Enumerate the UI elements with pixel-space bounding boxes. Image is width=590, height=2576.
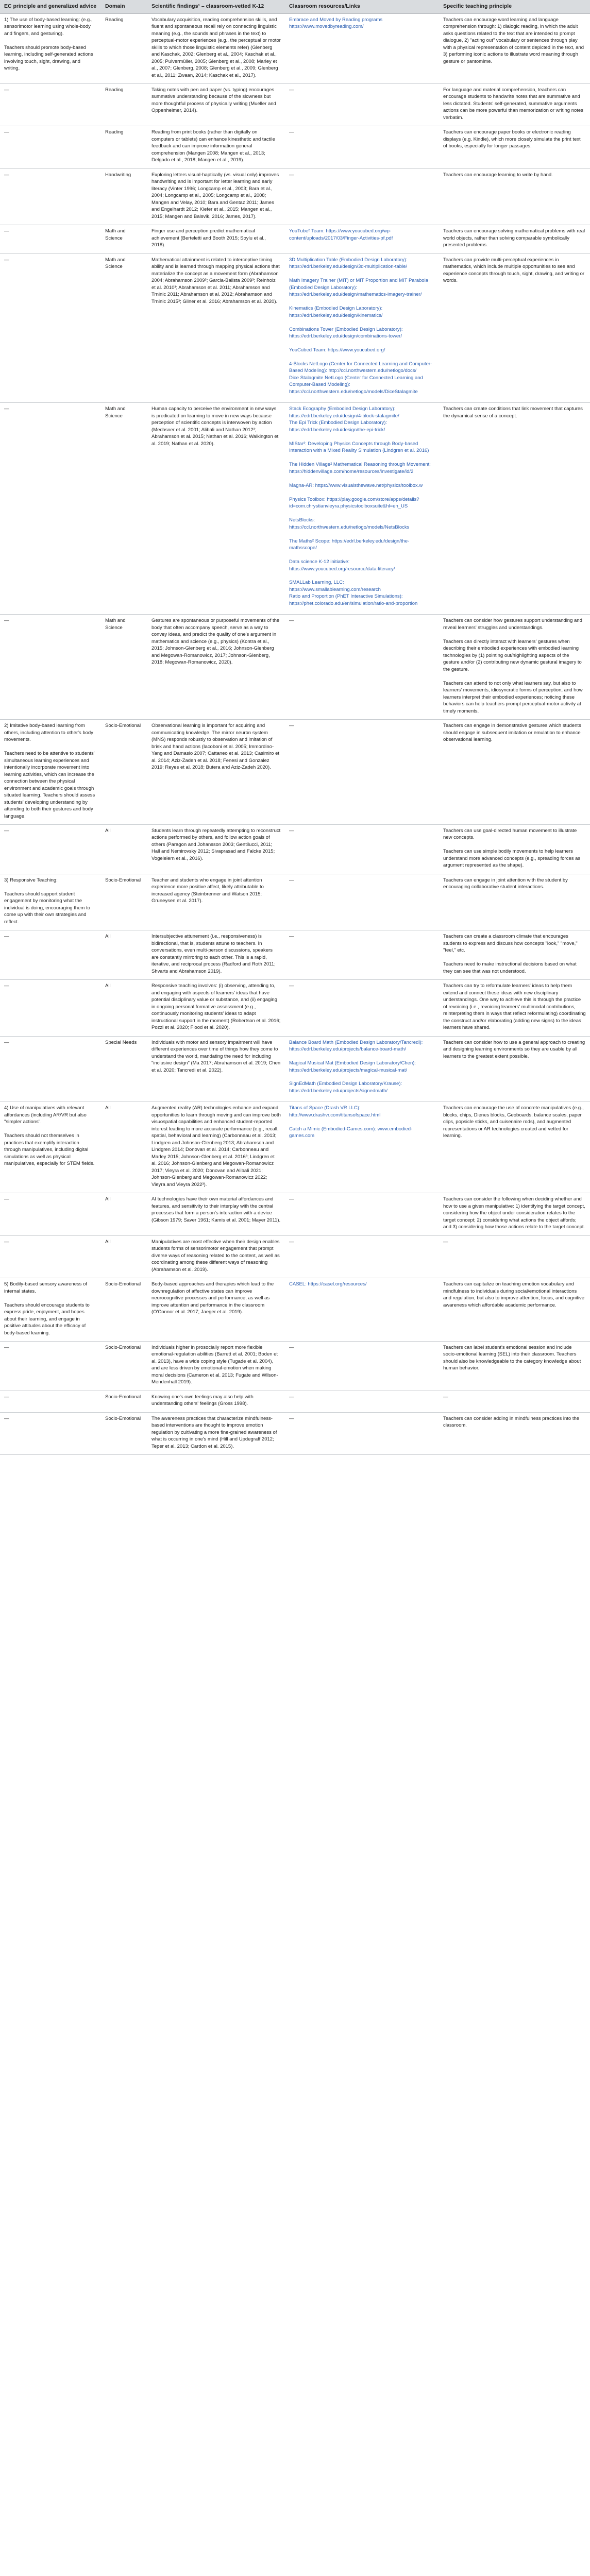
teaching-cell [439, 1391, 590, 1412]
principle-cell [0, 403, 101, 615]
principle-cell-text: — [4, 406, 9, 412]
principle-cell-text: — [4, 228, 9, 234]
findings-cell-text: Human capacity to perceive the environment in new ways is predicated on learning to move in new ways because perception of scientific concepts is interwoven by action (Mechsner et al. 2001; Alibali and Nathan 2012³; Abrahamson et al. 2015; Nathan et al. 2016; Walkington et al. 2019; Nathan et al. 2020). [151, 406, 280, 447]
table-row [0, 824, 590, 874]
resources-cell-text: — [289, 877, 294, 883]
teaching-cell [439, 1102, 590, 1193]
resources-cell [285, 1036, 439, 1102]
domain-cell [101, 1391, 147, 1412]
table-row [0, 1102, 590, 1193]
table-row [0, 126, 590, 168]
findings-cell-text: Gestures are spontaneous or purposeful movements of the body that often accompany speech, serve as a way to convey ideas, and predict the quality of one's argument in mathematics and science (e.g., physics) (Kontra et al., 2015; Johnson-Glenberg et al., 2016; Johnson-Glenberg and Megowan-Romanowicz, 2017; Johnson-Glenberg, 2018; Megowan-Romanowicz, 2020). [151, 618, 281, 666]
principle-cell [0, 615, 101, 720]
principle-cell [0, 84, 101, 126]
table-row [0, 168, 590, 225]
teaching-cell [439, 824, 590, 874]
findings-cell [147, 1193, 285, 1235]
principle-cell [0, 168, 101, 225]
domain-cell [101, 1341, 147, 1391]
findings-cell [147, 980, 285, 1036]
findings-cell-text: Mathematical attainment is related to interceptive timing ability and is learned through mapping physical actions that materialize the concept as a movement form (Abrahamson 2004; Abrahamson 2009³; Garcia-Balista 2009³; Reinholz et al. 2010³; Abrahamson et al. 2011; Abrahamson and Trninic 2011; Abrahamson et al. 2012; Abrahamson and Trninic 2015³; Gilner et al. 2016; Abrahamson et al. 2020). [151, 257, 281, 304]
teaching-cell-text: Teachers can create conditions that link movement that captures the dynamical sense of a concept. [443, 406, 584, 419]
table-row [0, 1391, 590, 1412]
teaching-cell [439, 1278, 590, 1342]
principle-cell [0, 720, 101, 825]
teaching-cell-text: Teachers can encourage paper books or electronic reading displays (e.g. Kindle), which more closely simulate the print text of books, especially for longer passages. [443, 129, 582, 149]
findings-cell [147, 1412, 285, 1454]
domain-cell [101, 824, 147, 874]
findings-cell [147, 1102, 285, 1193]
domain-cell-text: Math and Science [105, 257, 127, 270]
principle-cell [0, 126, 101, 168]
resources-cell [285, 168, 439, 225]
teaching-cell [439, 874, 590, 930]
resources-cell-text: — [289, 934, 294, 940]
findings-cell-text: Individuals with motor and sensory impairment will have different experiences over time of things how they come to understand the world, mandating the need for including "inclusive design" (Ma 2017; Abrahamson et al. 2019; Chen et al. 2020; Tancredi et al. 2022). [151, 1039, 282, 1073]
teaching-cell [439, 126, 590, 168]
principle-cell-text: — [4, 983, 9, 989]
teaching-cell-text: Teachers can consider how to use a general approach to creating and designing learning environments so they are usable by all learners to the greatest extent possible. [443, 1039, 586, 1059]
principle-cell [0, 253, 101, 403]
domain-cell-text: Reading [105, 16, 124, 23]
teaching-cell-text: Teachers can create a classroom climate that encourages students to express and discuss how concepts "look," "move," "feel," etc. Teachers need to make instructional decisions based on what they can see that was not understood. [443, 934, 578, 974]
domain-cell-text: Socio-Emotional [105, 877, 141, 883]
principle-cell [0, 1102, 101, 1193]
domain-cell [101, 1102, 147, 1193]
principle-cell-text: — [4, 129, 9, 135]
findings-cell-text: The awareness practices that characterize mindfulness-based interventions are thought to improve emotion regulation by cultivating a more fine-grained awareness of what is occurring in one's mind (Hill and Updegraff 2012; Teper et al. 2013; Cardon et al. 2015). [151, 1415, 279, 1449]
table-row [0, 403, 590, 615]
domain-cell-text: Special Needs [105, 1039, 137, 1045]
principle-cell-text: — [4, 172, 9, 178]
table-row [0, 225, 590, 253]
teaching-cell [439, 13, 590, 83]
table-row [0, 1341, 590, 1391]
domain-cell-text: All [105, 934, 111, 940]
principle-cell-text: 4) Use of manipulatives with relevant affordances (including AR/VR but also "simpler actions". Teachers should not themselves in practices that exemplify interaction through manipulatives, including digital simulations as well as physical manipulatives, especially for STEM fields. [4, 1105, 95, 1167]
teaching-cell-text: — [443, 1239, 448, 1245]
table-row [0, 1036, 590, 1102]
findings-cell-text: Augmented reality (AR) technologies enhance and expand opportunities to learn through moving and can improve both visuospatial capabilities and enhanced student-reported interest leading to more accurate performance (e.g., recall, spatial, behavioral and learning) (Carbonneau et al. 2013; Lindgren and Johnson-Glenberg 2013; Abrahamson and Lindgren 2014; Donovan et al. 2014; Carbonneau and Marley 2015; Johnson-Glenberg et al. 2016³; Lindgren et al. 2016; Johnson-Glenberg and Megowan-Romanowicz 2017; Vieyra et al. 2020; Donovan and Alibali 2021; Johnson-Glenberg and Megowan-Romanowicz 2022; Vieyra and Vieyra 2022³). [151, 1105, 282, 1188]
domain-cell [101, 1036, 147, 1102]
principle-cell-text: 5) Bodily-based sensory awareness of internal states. Teachers should encourage students to express pride, enjoyment, and hopes about their learning, and engage in positive attitudes about the efficacy of body-based learning. [4, 1281, 90, 1336]
header-domain: Domain [101, 0, 147, 13]
findings-cell [147, 403, 285, 615]
principle-cell [0, 1391, 101, 1412]
resources-cell-text: — [289, 1196, 294, 1202]
resources-cell-text: — [289, 1239, 294, 1245]
findings-cell-text: Vocabulary acquisition, reading comprehension skills, and fluent and spontaneous recall rely on connecting linguistic meaning (e.g., the sounds and phrases in the text) to perceptual-motor experiences (e.g., the perceptual or motor skills to which those linguistic elements refer) (Glenberg and Kaschak, 2002; Glenberg et al., 2004; Kaschak et al., 2005; Pulvermüller, 2005; Glenberg et al., 2008; Marley et al., 2007; Glenberg, 2008; Glenberg et al., 2009; Glenberg et al., 2011; Zwaan, 2014; Kaschak et al., 2017). [151, 16, 282, 78]
teaching-cell-text: Teachers can encourage word learning and language comprehension through: 1) dialogic reading, in which the adult asks questions related to the text that are intended to prompt dialogue, 2) "acting out" vocabulary or sentences through play with a physical representation of content depicted in the text, and 3) performing iconic actions to illustrate word meaning through gesture or pantomime. [443, 16, 585, 64]
domain-cell [101, 930, 147, 980]
resources-cell-text: — [289, 618, 294, 624]
resources-cell [285, 126, 439, 168]
resources-cell-text: — [289, 87, 294, 93]
resources-cell [285, 1235, 439, 1278]
resources-cell-text[interactable]: CASEL: https://casel.org/resources/ [289, 1281, 367, 1287]
domain-cell [101, 84, 147, 126]
resources-cell-text: — [289, 723, 294, 729]
teaching-cell [439, 1412, 590, 1454]
resources-cell-text[interactable]: Titans of Space (Drash VR LLC): http://www.drashvr.com/titansofspace.html Catch a Mimic (Embodied-Games.com): www.embodied-games.com [289, 1105, 413, 1139]
table-row [0, 930, 590, 980]
principle-cell [0, 980, 101, 1036]
principle-cell-text: — [4, 1239, 9, 1245]
findings-cell-text: Intersubjective attunement (i.e., responsiveness) is bidirectional, that is, students attune to teachers. In conversations, even multi-person discussions, speakers are constantly mirroring to each other. This is a rapid, iterative, and reciprocal process (Radford and Roth 2011; Shvarts and Abrahamson 2019). [151, 934, 277, 974]
principle-cell [0, 225, 101, 253]
findings-cell [147, 1036, 285, 1102]
teaching-cell-text: Teachers can encourage solving mathematical problems with real world objects, rather than solving comparable symbolically presented problems. [443, 228, 586, 248]
findings-cell-text: Body-based approaches and therapies which lead to the downregulation of affective states can improve neurocognitive processes and performance, as well as improve attention and performance in the classroom (O'Connor et al. 2017; Jaeger et al. 2019). [151, 1281, 275, 1315]
domain-cell-text: Socio-Emotional [105, 1415, 141, 1421]
header-resources: Classroom resources/Links [285, 0, 439, 13]
findings-cell-text: Exploring letters visual-haptically (vs. visual only) improves handwriting and is important for letter learning and early literacy (Vinter 1996; Longcamp et al., 2003; Bara et al., 2004; Longcamp et al., 2005; Longcamp et al., 2008; Mangen and Velay, 2010; Bara and Gentaz 2011; James and Engelhardt 2012; Kiefer et al., 2015; Mangen et al., 2015; Mangen and Balsvik, 2016; James, 2017). [151, 172, 280, 219]
teaching-cell-text: Teachers can encourage the use of concrete manipulatives (e.g., blocks, chips, Dienes blocks, Geoboards, balance scales, paper clips, popsicle sticks, and cuisenaire rods), and augmented representations or AR technologies created and vetted for learning. [443, 1105, 585, 1139]
resources-cell [285, 1278, 439, 1342]
findings-cell-text: Knowing one's own feelings may also help with understanding others' feelings (Gross 1998). [151, 1394, 255, 1407]
principle-cell [0, 824, 101, 874]
principle-cell-text: — [4, 1039, 9, 1045]
teaching-cell-text: Teachers can capitalize on teaching emotion vocabulary and mindfulness to individuals during social/emotional interactions and regulation, but also to improve attention, focus, and cognitive awareness which affordable academic performance. [443, 1281, 586, 1308]
resources-cell [285, 1391, 439, 1412]
teaching-cell [439, 168, 590, 225]
resources-cell [285, 720, 439, 825]
resources-cell-text: — [289, 1344, 294, 1350]
domain-cell-text: Handwriting [105, 172, 131, 178]
findings-cell-text: Students learn through repeatedly attempting to reconstruct actions performed by others, and follow action goals of others (Paragon and Johansson 2003; Gentilucci, 2011; Hall and Nemirovsky 2012; Sivaprasad and Falcke 2015; Vogeleiern et al., 2016). [151, 827, 282, 861]
principle-cell-text: — [4, 1394, 9, 1400]
teaching-cell-text: Teachers can use goal-directed human movement to illustrate new concepts. Teachers can use simple bodily movements to help learners understand more advanced concepts (e.g., spreading forces as argument represented as the shape). [443, 827, 581, 869]
findings-cell-text: Individuals higher in prosocially report more flexible emotional-regulation abilities (Barrett et al. 2001; Boden et al. 2013), have a wide coping style (Tugade et al. 2004), and are less driven by emotional-emotion when making moral decisions (Cameron et al. 2013; Fugate and Wilson-Mendenhall 2019). [151, 1344, 279, 1385]
resources-cell [285, 253, 439, 403]
domain-cell [101, 168, 147, 225]
principle-cell [0, 1193, 101, 1235]
table-row [0, 615, 590, 720]
resources-cell [285, 980, 439, 1036]
header-findings: Scientific findings¹ – classroom-vetted K-12 [147, 0, 285, 13]
teaching-cell [439, 980, 590, 1036]
principle-cell [0, 1036, 101, 1102]
domain-cell [101, 1235, 147, 1278]
teaching-cell [439, 930, 590, 980]
domain-cell [101, 1412, 147, 1454]
teaching-cell-text: For language and material comprehension, teachers can encourage students to handwrite notes that are summative and less dictated. Students' self-generated, summative arguments actions can be more powerful than memorization or writing notes verbatim. [443, 87, 585, 121]
domain-cell [101, 1193, 147, 1235]
principle-cell-text: — [4, 618, 9, 624]
domain-cell-text: All [105, 983, 111, 989]
resources-cell [285, 1341, 439, 1391]
table-row [0, 84, 590, 126]
teaching-cell-text: Teachers can encourage learning to write by hand. [443, 172, 553, 178]
teaching-cell-text: Teachers can consider adding in mindfulness practices into the classroom. [443, 1415, 581, 1429]
findings-cell [147, 824, 285, 874]
table-body [0, 13, 590, 1455]
resources-cell [285, 615, 439, 720]
teaching-cell [439, 720, 590, 825]
resources-cell-text: — [289, 172, 294, 178]
teaching-cell-text: Teachers can engage in demonstrative gestures which students should engage in subsequent imitation or emulation to enhance observational learning. [443, 723, 583, 743]
table-row [0, 1278, 590, 1342]
domain-cell [101, 225, 147, 253]
resources-cell [285, 874, 439, 930]
findings-cell-text: Finger use and perception predict mathematical achievement (Berteletti and Booth 2015; Soylu et al., 2018). [151, 228, 267, 248]
findings-cell [147, 253, 285, 403]
resources-cell-text: — [289, 983, 294, 989]
resources-cell-text: — [289, 1415, 294, 1421]
principle-cell [0, 13, 101, 83]
resources-cell-text[interactable]: Balance Board Math (Embodied Design Laboratory/Tancredi): https://edrl.berkeley.edu/projects/balance-board-math/ Magical Musical Mat (Embodied Design Laboratory/Chen): https://edrl.berkeley.edu/projects/magical-musical-mat/ SignEdMath (Embodied Design Laboratory/Krause): https://edrl.berkeley.edu/projects/signedmath/ [289, 1039, 423, 1094]
resources-cell [285, 13, 439, 83]
resources-cell-text: — [289, 827, 294, 834]
findings-cell [147, 874, 285, 930]
findings-cell [147, 225, 285, 253]
resources-cell-text[interactable]: 3D Multiplication Table (Embodied Design Laboratory): https://edrl.berkeley.edu/design/3d-multiplication-table/ Math Imagery Trainer (MIT) or MIT Proportion and MIT Parabola (Embodied Design Laboratory): https://edrl.berkeley.edu/design/mathematics-imagery-trainer/ Kinematics (Embodied Design Laboratory): https://edrl.berkeley.edu/design/kinematics/ Combinations Tower (Embodied Design Laboratory): https://edrl.berkeley.edu/design/combinations-tower/ YouCubed Team: https://www.youcubed.org/ 4-Blocks NetLogo (Center for Connected Learning and Computer-Based Modeling): http://ccl.northwestern.edu/netlogo/docs/ Dice Stalagmite NetLogo (Center for Connected Learning and Computer-Based Modeling): https://ccl.northwestern.edu/netlogo/models/DiceStalagmite [289, 257, 432, 395]
findings-cell-text: Teacher and students who engage in joint attention experience more positive affect, likely attributable to increased agency (Steinbrenner and Watson 2015; Gruneysen et al. 2017). [151, 877, 265, 904]
findings-cell-text: AI technologies have their own material affordances and features, and sensitivity to their interplay with the central processes that form a person's interaction with a device (Gibson 1979; Saver 1961; Kamis et al. 2001; Mayer 2011). [151, 1196, 281, 1223]
table-row [0, 1235, 590, 1278]
table-row [0, 980, 590, 1036]
findings-cell-text: Observational learning is important for acquiring and communicating knowledge. The mirror neuron system (MNS) responds robustly to observation and imitation of brisk and hand actions (Iacoboni et al. 2005; Immordino-Yang and Damasio 2007; Cattaneo et al. 2013; Casimiro et al. 2014; Aziz-Zadeh et al. 2018; Fenesi and Gonzalez 2019; Reyes et al. 2018; Butera and Aziz-Zadeh 2020). [151, 723, 281, 771]
resources-cell-text[interactable]: Embrace and Moved by Reading programs https://www.movedbyreading.com/ [289, 16, 384, 30]
teaching-cell-text: Teachers can consider the following when deciding whether and how to use a given manipulative: 1) identifying the target concept, considering how the object under consideration relates to the target concept; 2) considering what actions the object affords; and 3) considering how those actions relate to the target concept. [443, 1196, 587, 1230]
findings-cell [147, 1341, 285, 1391]
domain-cell-text: Math and Science [105, 228, 127, 241]
teaching-cell [439, 615, 590, 720]
principle-cell [0, 930, 101, 980]
table-row [0, 253, 590, 403]
teaching-cell-text: Teachers can engage in joint attention with the student by encouraging collaborative student interactions. [443, 877, 569, 890]
principle-cell [0, 874, 101, 930]
principle-cell [0, 1235, 101, 1278]
domain-cell-text: Math and Science [105, 618, 127, 631]
teaching-cell [439, 403, 590, 615]
resources-cell [285, 1193, 439, 1235]
findings-cell [147, 84, 285, 126]
domain-cell-text: Math and Science [105, 406, 127, 419]
principle-cell-text: — [4, 1344, 9, 1350]
findings-cell [147, 930, 285, 980]
principle-cell-text: — [4, 827, 9, 834]
resources-cell [285, 84, 439, 126]
findings-cell [147, 1278, 285, 1342]
domain-cell-text: All [105, 1105, 111, 1111]
principle-cell-text: — [4, 87, 9, 93]
principle-cell [0, 1278, 101, 1342]
teaching-cell [439, 1036, 590, 1102]
principle-cell-text: — [4, 257, 9, 263]
teaching-cell [439, 1341, 590, 1391]
principle-cell [0, 1412, 101, 1454]
teaching-cell-text: Teachers can label student's emotional session and include socio-emotional learning (SEL) into their classroom. Teachers should also be knowledgeable to the category knowledge about human behavior. [443, 1344, 582, 1371]
domain-cell-text: Socio-Emotional [105, 1394, 141, 1400]
resources-cell [285, 1412, 439, 1454]
domain-cell [101, 1278, 147, 1342]
principle-cell-text: — [4, 934, 9, 940]
table-row [0, 1412, 590, 1454]
teaching-cell [439, 253, 590, 403]
teaching-cell-text: — [443, 1394, 448, 1400]
resources-cell-text: — [289, 1394, 294, 1400]
resources-cell-text: — [289, 129, 294, 135]
resources-cell [285, 225, 439, 253]
resources-cell [285, 824, 439, 874]
resources-cell [285, 930, 439, 980]
findings-cell [147, 168, 285, 225]
domain-cell [101, 615, 147, 720]
principle-cell-text: — [4, 1415, 9, 1421]
teaching-cell [439, 225, 590, 253]
principle-cell [0, 1341, 101, 1391]
findings-cell-text: Responsive teaching involves: (i) observing, attending to, and engaging with aspects of learners' ideas that have potential disciplinary value or substance, and (ii) engaging in ongoing personal formative assessment (e.g., continuously monitoring students' ideas to adapt instructional support in the moment) (Robertson et al. 2016; Pozzi et al. 2020; Flood et al. 2020). [151, 983, 282, 1031]
domain-cell [101, 403, 147, 615]
domain-cell-text: Socio-Emotional [105, 1281, 141, 1287]
findings-cell [147, 720, 285, 825]
table-row [0, 1193, 590, 1235]
teaching-cell-text: Teachers can try to reformulate learners' ideas to help them extend and connect these ideas with new disciplinary understandings. One way to achieve this is through the practice of revoicing (i.e., revoicing learners' multimodal contributions, reinterpreting them in ways that reflect reformulating) coordinating the construct and/or elaborating (adding new signs) to the ideas learners have shared. [443, 983, 587, 1031]
domain-cell-text: Reading [105, 129, 124, 135]
header-row [0, 0, 590, 13]
domain-cell-text: Reading [105, 87, 124, 93]
resources-cell [285, 1102, 439, 1193]
domain-cell-text: All [105, 827, 111, 834]
findings-cell [147, 126, 285, 168]
table-row [0, 13, 590, 83]
teaching-cell [439, 1235, 590, 1278]
teaching-cell [439, 1193, 590, 1235]
table-row [0, 874, 590, 930]
findings-cell [147, 1391, 285, 1412]
table-row [0, 720, 590, 825]
domain-cell [101, 13, 147, 83]
resources-cell-text[interactable]: Stack Ecography (Embodied Design Laboratory): https://edrl.berkeley.edu/design/4-block-stalagmite/ The Epi Trick (Embodied Design Laboratory): https://edrl.berkeley.edu/design/the-epi-trick/ MIStar²: Developing Physics Concepts through Body-based Interaction with a Mixed Reality Simulation (Lindgren et al. 2016) The Hidden Village² Mathematical Reasoning through Movement: https://hiddenvillage.com/home/resources/investigate/id/2 Magna-AR: https://www.visualsthewave.net/physics/toolbox.w Physics Toolbox: https://play.google.com/store/apps/details?id=com.chrystianvieyra.physicstoolboxsuite&hl=en_US NetsBlocks: https://ccl.northwestern.edu/netlogo/models/NetsBlocks The Maths² Scope: https://edrl.berkeley.edu/design/the-mathsscope/ Data science K-12 initiative: https://www.youcubed.org/resource/data-literacy/ SMALLab Learning, LLC: https://www.smallablearning.com/research Ratio and Proportion (PhET Interactive Simulations): https://phet.colorado.edu/en/simulation/ratio-and-proportion [289, 406, 431, 606]
domain-cell-text: Socio-Emotional [105, 1344, 141, 1350]
findings-cell-text: Manipulatives are most effective when their design enables students forms of sensorimotor engagement that prompt diverse ways of reasoning related to the content, as well as coordinating among these different ways of reasoning (Abrahamson et al. 2019). [151, 1239, 281, 1273]
principle-cell-text: 1) The use of body-based learning: (e.g., sensorimotor learning using whole-body and fingers, and gesturing). Teachers should promote body-based learning, including self-generated actions involving touch, sight, drawing, and writing. [4, 16, 93, 72]
domain-cell-text: Socio-Emotional [105, 723, 141, 729]
findings-cell [147, 1235, 285, 1278]
header-teaching: Specific teaching principle [439, 0, 590, 13]
resources-cell [285, 403, 439, 615]
domain-cell-text: All [105, 1239, 111, 1245]
findings-cell [147, 615, 285, 720]
teaching-cell-text: Teachers can consider how gestures support understanding and reveal learners' struggles and understandings. Teachers can directly interact with learners' gestures when describing their embodied experiences with embodied learning technologies by (1) pointing out/highlighting aspects of the gesture and/or (2) contributing new dynamic gestural imagery to the gesture. Teachers can attend to not only what learners say, but also to learners' movements, idiosyncratic forms of perception, and how learners interpret their embodied experiences; noticing these behaviors can help teachers prompt perceptual-motor activity at timely moments. [443, 618, 583, 714]
teaching-cell-text: Teachers can provide multi-perceptual experiences in mathematics, which include multiple opportunities to see and experience concepts through touch, sight, drawing, and writing or words. [443, 257, 586, 284]
principle-cell-text: — [4, 1196, 9, 1202]
resources-cell-text[interactable]: YouTube² Team: https://www.youcubed.org/wp-content/uploads/2017/03/Finger-Activities-pf.pdf [289, 228, 393, 241]
findings-cell [147, 13, 285, 83]
teaching-cell [439, 84, 590, 126]
header-principle: EC principle and generalized advice [0, 0, 101, 13]
domain-cell [101, 980, 147, 1036]
domain-cell [101, 253, 147, 403]
domain-cell [101, 874, 147, 930]
principle-cell-text: 3) Responsive Teaching: Teachers should support student engagement by monitoring what the individual is doing, encouraging them to come up with their own strategies and reflect. [4, 877, 90, 925]
findings-cell-text: Taking notes with pen and paper (vs. typing) encourages summative understanding because of the slowness but more thoughtful process of physically writing (Mueller and Oppenheimer, 2014). [151, 87, 278, 114]
domain-cell [101, 126, 147, 168]
domain-cell [101, 720, 147, 825]
domain-cell-text: All [105, 1196, 111, 1202]
principle-cell-text: 2) Imitative body-based learning from others, including attention to other's body movements. Teachers need to be attentive to students' simultaneous learning experiences and intentionally incorporate movement into learning activities, which can increase the connection between the physical environment and academic goals through situated learning. Teachers should assess students' developing understanding by attending to both their gestures and body language. [4, 723, 95, 819]
findings-cell-text: Reading from print books (rather than digitally on computers or tablets) can enhance kinesthetic and tactile feedback and can improve information general comprehension (Mangen 2008; Mangen et al., 2013; Delgado et al., 2018; Mangen et al., 2019). [151, 129, 277, 163]
